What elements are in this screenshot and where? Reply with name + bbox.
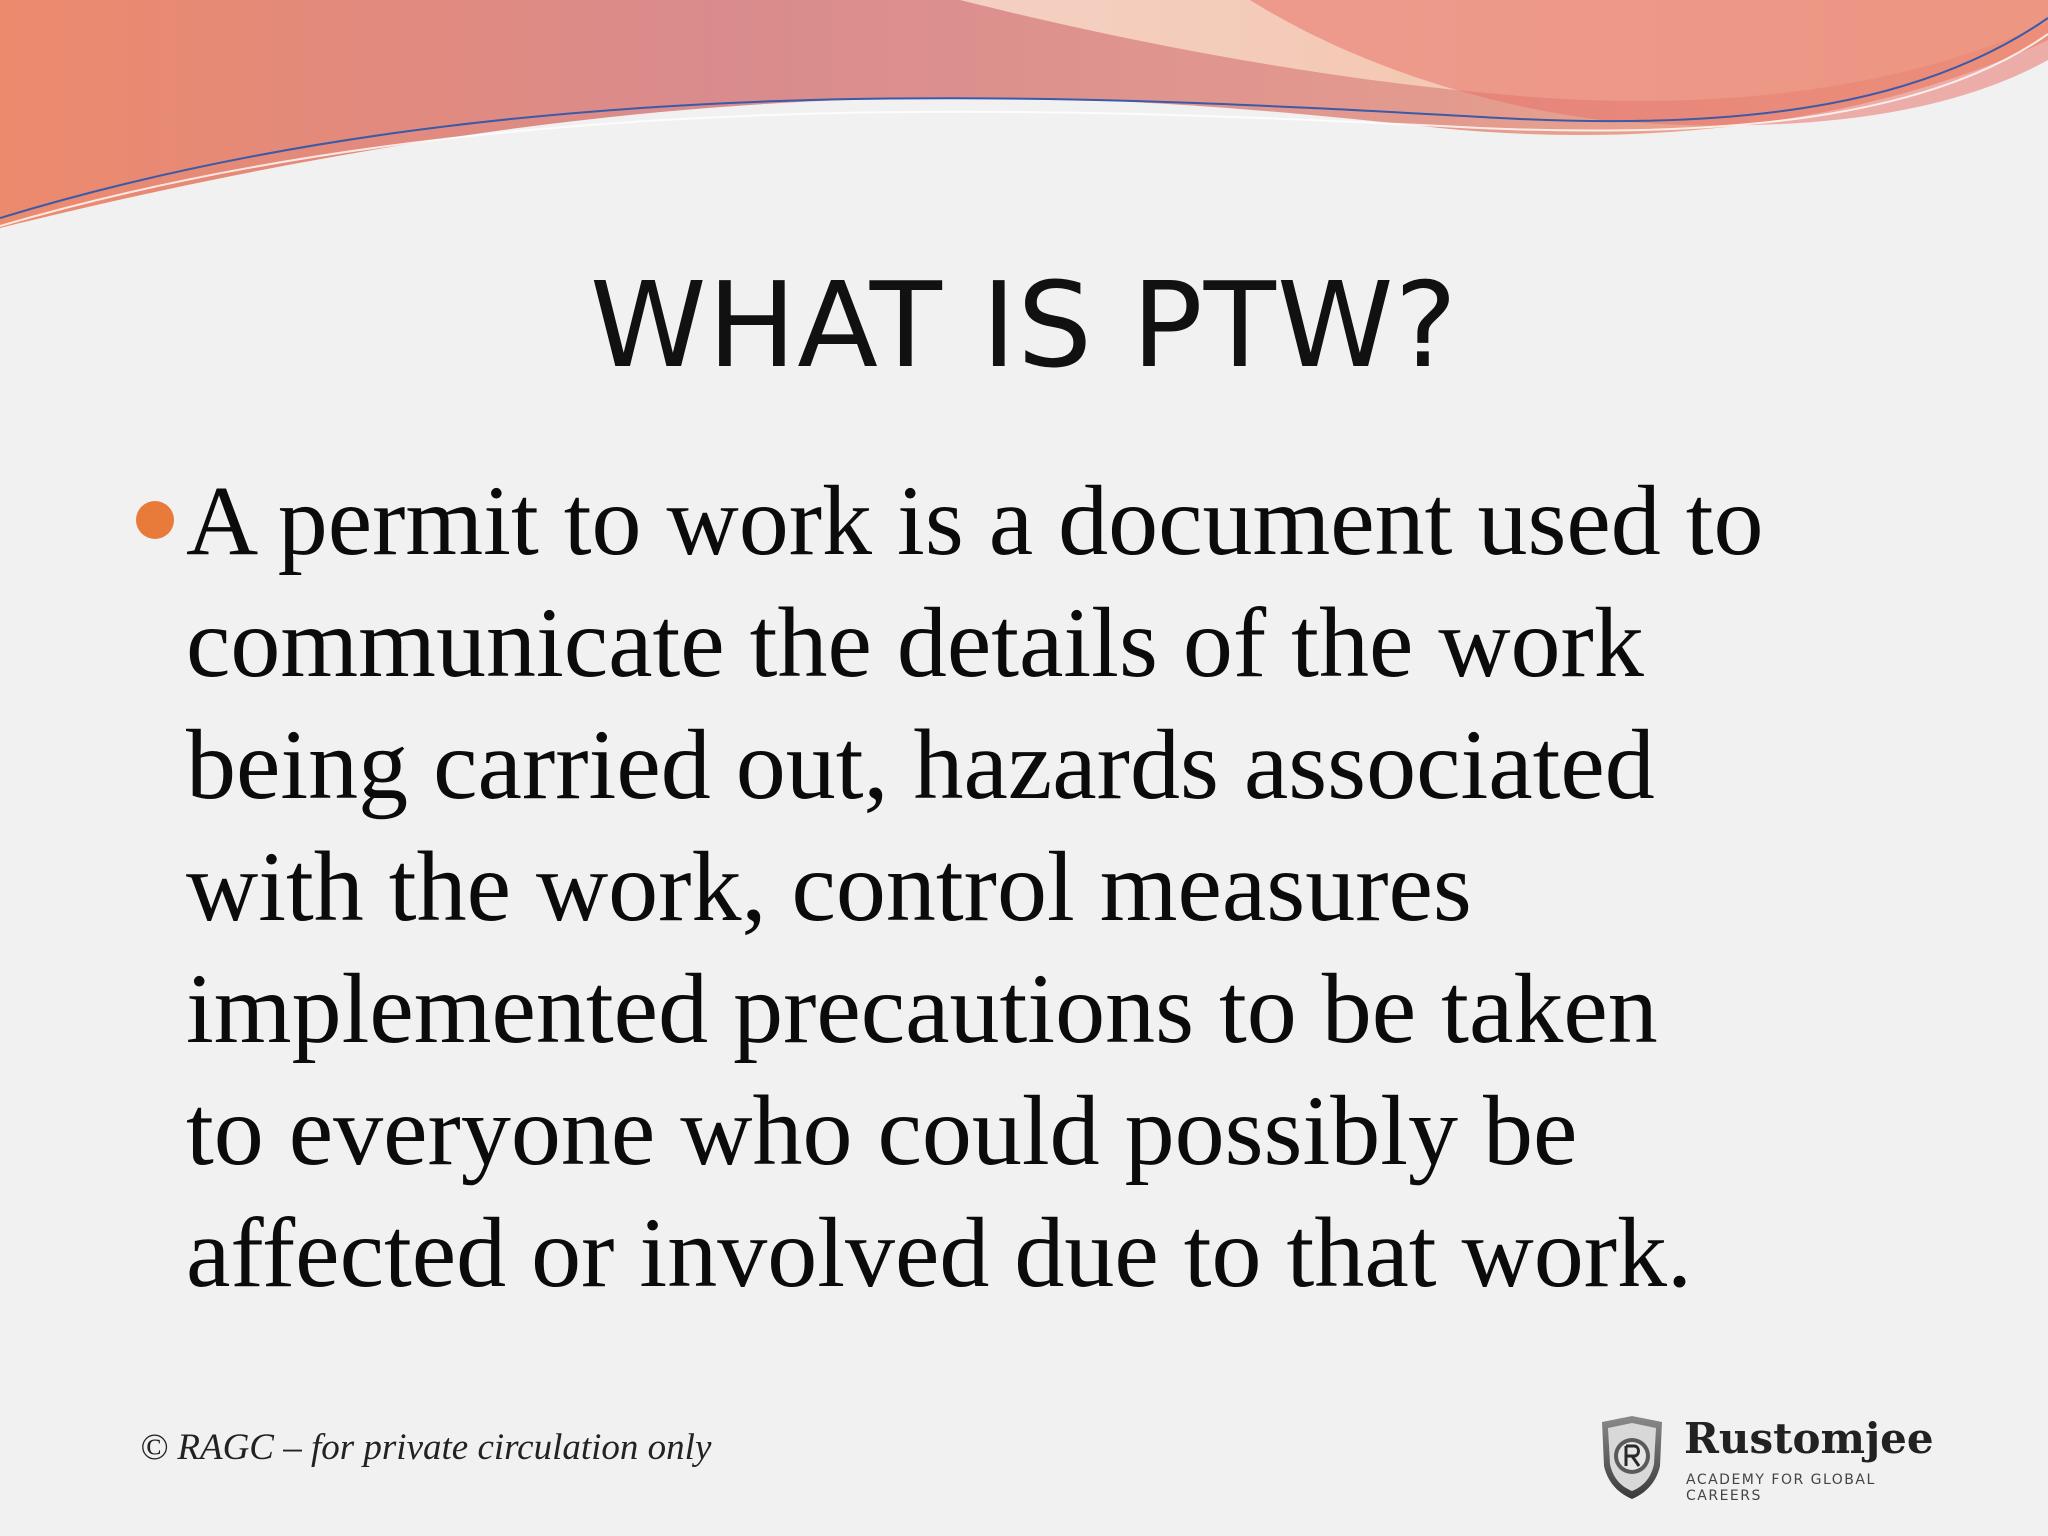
bullet-text: [128, 460, 2008, 1314]
bullet-line: communicate the details of the work: [186, 587, 1644, 698]
bullet-line: affected or involved due to that work.: [186, 1197, 1693, 1308]
bullet-dot-icon: [136, 501, 174, 539]
logo-tagline: ACADEMY FOR GLOBAL CAREERS: [1686, 1472, 1876, 1504]
bullet-line: with the work, control measures: [186, 831, 1472, 942]
bullet-item: [128, 460, 2008, 1314]
rustomjee-logo: [1596, 1414, 1936, 1504]
logo-name: Rustomjee: [1684, 1414, 1934, 1463]
footer-copyright: © RAGC – for private circulation only: [140, 1427, 712, 1468]
bullet-line: to everyone who could possibly be: [186, 1075, 1578, 1186]
shield-icon: [1596, 1414, 1668, 1500]
bullet-line: A permit to work is a document used to: [186, 465, 1764, 576]
bullet-line: being carried out, hazards associated: [186, 709, 1655, 820]
decorative-header-wave: [0, 0, 2048, 260]
slide-title: WHAT IS PTW?: [589, 256, 1459, 394]
bullet-line: implemented precautions to be taken: [186, 953, 1658, 1064]
